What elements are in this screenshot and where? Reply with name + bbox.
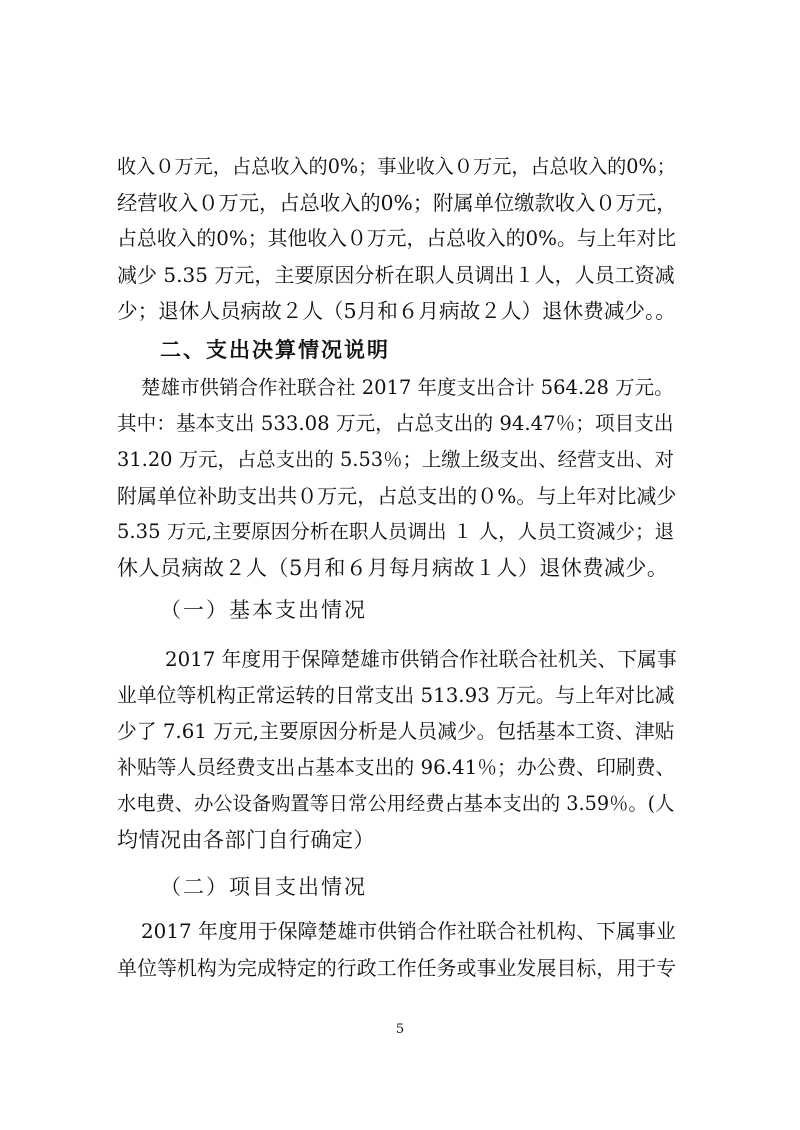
paragraph-line: 少了 7.61 万元,主要原因分析是人员减少。包括基本工资、津贴 [117, 720, 675, 743]
paragraph-line: 收入０万元，占总收入的0%；事业收入０万元，占总收入的0%； [117, 155, 676, 178]
paragraph-line: 均情况由各部门自行确定） [117, 828, 375, 852]
paragraph-line: 5.35 万元,主要原因分析在职人员调出 １ 人，人员工资减少；退 [117, 520, 675, 543]
paragraph-line: 减少 5.35 万元，主要原因分析在职人员调出１人，人员工资减 [117, 263, 675, 287]
paragraph-line: 单位等机构为完成特定的行政工作任务或事业发展目标，用于专 [117, 956, 677, 980]
paragraph-line: 楚雄市供销合作社联合社 2017 年度支出合计 564.28 万元。 [141, 376, 674, 399]
paragraph-line: 其中：基本支出 533.08 万元，占总支出的 94.47％；项目支出 [117, 412, 674, 435]
paragraph-line: 附属单位补助支出共０万元，占总支出的０%。与上年对比减少 [117, 484, 677, 508]
paragraph-line: 31.20 万元，占总支出的 5.53％；上缴上级支出、经营支出、对 [117, 448, 674, 471]
section-heading: 二、支出决算情况说明 [160, 338, 390, 362]
subsection-heading: （一）基本支出情况 [160, 598, 367, 622]
paragraph-line: 少；退休人员病故２人（5月和６月病故２人）退休费减少。。 [117, 299, 676, 323]
paragraph-line: 2017 年度用于保障楚雄市供销合作社联合社机构、下属事业 [141, 920, 676, 943]
paragraph-line: 业单位等机构正常运转的日常支出 513.93 万元。与上年对比减 [117, 684, 675, 707]
paragraph-line: 2017 年度用于保障楚雄市供销合作社联合社机关、下属事 [165, 648, 677, 671]
paragraph-line: 经营收入０万元，占总收入的0%；附属单位缴款收入０万元， [117, 191, 677, 215]
paragraph-line: 水电费、办公设备购置等日常公用经费占基本支出的 3.59％。(人 [117, 792, 675, 815]
subsection-heading: （二）项目支出情况 [160, 875, 367, 899]
paragraph-line: 占总收入的0%；其他收入０万元，占总收入的0%。与上年对比 [117, 227, 677, 250]
page-number: 5 [395, 1022, 405, 1037]
paragraph-line: 补贴等人员经费支出占基本支出的 96.41％；办公费、印刷费、 [117, 756, 676, 779]
paragraph-line: 休人员病故２人（5月和６月每月病故１人）退休费减少。 [117, 556, 669, 580]
